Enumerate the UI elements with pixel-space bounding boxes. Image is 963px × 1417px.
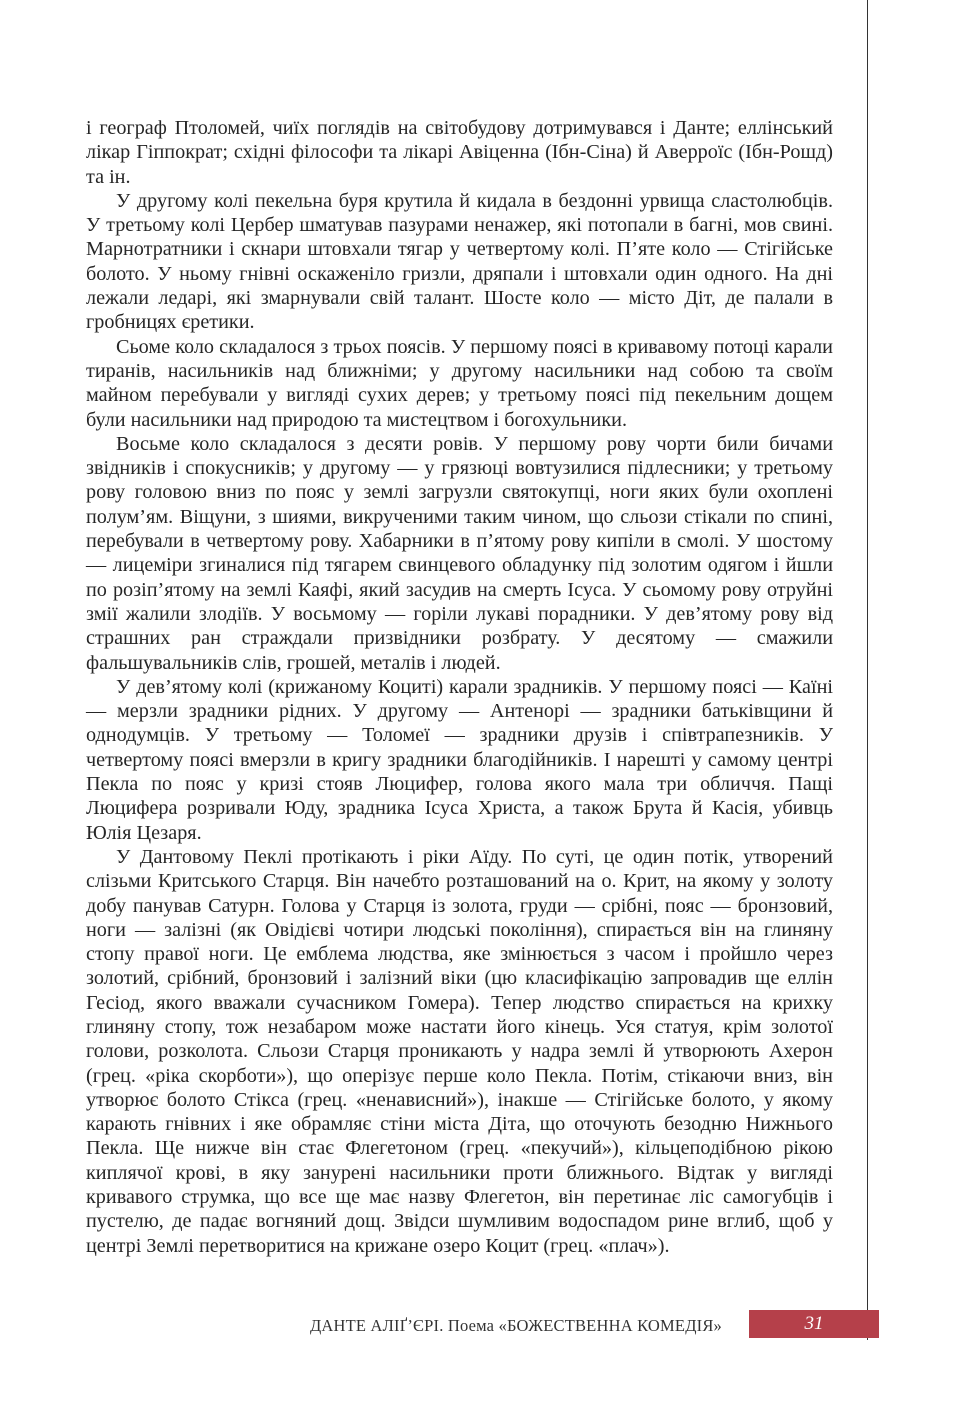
paragraph-5: У дев’ятому колі (крижаному Коциті) карали зрадників. У першому поясі — Каїні — мерзли зрадники рідних. У другому — Антенорі — зрадники батьківщини й однодумців. У третьому — Толомеї — зрадники друзів і співтрапезників. У четвертому поясі вмерзли в кригу зрадники благодійників. І нарешті у самому центрі Пекла по пояс у кризі стояв Люцифер, голова якого мала три обличчя. Пащі Люцифера розривали Юду, зрадника Ісуса Христа, а також Брута й Касія, убивць Юлія Цезаря. (86, 675, 833, 844)
paragraph-4: Восьме коло складалося з десяти ровів. У першому рову чорти били бичами звідників і спокусників; у другому — у грязюці вовтузилися підлесники; у третьому рову головою вниз по пояс у землі загрузли святокупці, ноги яких були охоплені полум’ям. Віщуни, з шиями, викрученими таким чином, що сльози стікали по спині, перебували в четвертому рову. Хабарники в п’ятому рову кипіли в смолі. У шостому — лицеміри згиналися під тягарем свинцевого обладунку під золотим одягом і йшли по розіп’ятому на землі Каяфі, який засудив на смерть Ісуса. У сьомому рову отруйні змії жалили злодіїв. У восьмому — горіли лукаві порадники. У дев’ятому рову від страшних ран страждали призвідники розбрату. У десятому — смажили фальшувальників слів, грошей, металів і людей. (86, 432, 833, 674)
page-edge-rule (867, 0, 868, 1340)
paragraph-2: У другому колі пекельна буря крутила й кидала в бездонні урвища сластолюбців. У третьому колі Цербер шматував пазурами ненажер, які потопали в багні, мов свині. Марнотратники і скнари штовхали тягар у четвертому колі. П’яте коло — Стігійське болото. У ньому гнівні оскаженіло гризли, дряпали і штовхали один одного. На дні лежали ледарі, які змарнували свій талант. Шосте коло — місто Діт, де палали в гробницях єретики. (86, 189, 833, 334)
body-text (86, 116, 833, 1258)
paragraph-6: У Дантовому Пеклі протікають і ріки Аїду. По суті, це один потік, утворений слізьми Критського Старця. Він начебто розташований на о. Крит, на якому у золоту добу панував Сатурн. Голова у Старця із золота, груди — срібні, пояс — бронзовий, ноги — залізні (як Овідієві чотири людські покоління), спирається він на глиняну стопу правої ноги. Це емблема людства, яке змінюється з часом і пройшло через золотий, срібний, бронзовий і залізний віки (цю класифікацію запровадив ще еллін Гесіод, якого вважали сучасником Гомера). Тепер людство спирається на крихку глиняну стопу, тож незабаром може настати його кінець. Уся статуя, крім золотої голови, розколота. Сльози Старця проникають у надра землі й утворюють Ахерон (грец. «ріка скорботи»), що оперізує перше коло Пекла. Потім, стікаючи вниз, він утворює болото Стікса (грец. «ненависний»), інакше — Стігійське болото, у якому карають гнівних і яке обрамляє стіни міста Діта, що оточують безодню Нижнього Пекла. Ще нижче він стає Флегетоном (грец. «пекучий»), кільцеподібною рікою киплячої крові, в яку занурені насильники проти ближнього. Відтак у вигляді кривавого струмка, що все ще має назву Флегетон, він перетинає ліс самогубців і пустелю, де падає вогняний дощ. Звідси шумливим водоспадом рине вглиб, щоб у центрі Землі перетворитися на крижане озеро Коцит (грец. «плач»). (86, 845, 833, 1257)
page-number-badge (749, 1310, 879, 1338)
paragraph-1: і географ Птоломей, чиїх поглядів на світобудову дотримувався і Данте; еллінський лікар Гіппократ; східні філософи та лікарі Авіценна (Ібн-Сіна) й Аверроїс (Ібн-Рошд) та ін. (86, 117, 833, 188)
running-title: ДАНТЕ АЛІҐ’ЄРІ. Поема «БОЖЕСТВЕННА КОМЕДІЯ» (309, 1316, 722, 1335)
page-number: 31 (804, 1313, 824, 1334)
paragraph-3: Сьоме коло складалося з трьох поясів. У першому поясі в кривавому потоці карали тиранів, насильників над ближніми; у другому насильники над собою та своїм майном перебували у вигляді сухих дерев; у третьому поясі під пекельним дощем були насильники над природою та мистецтвом і богохульники. (86, 335, 833, 431)
